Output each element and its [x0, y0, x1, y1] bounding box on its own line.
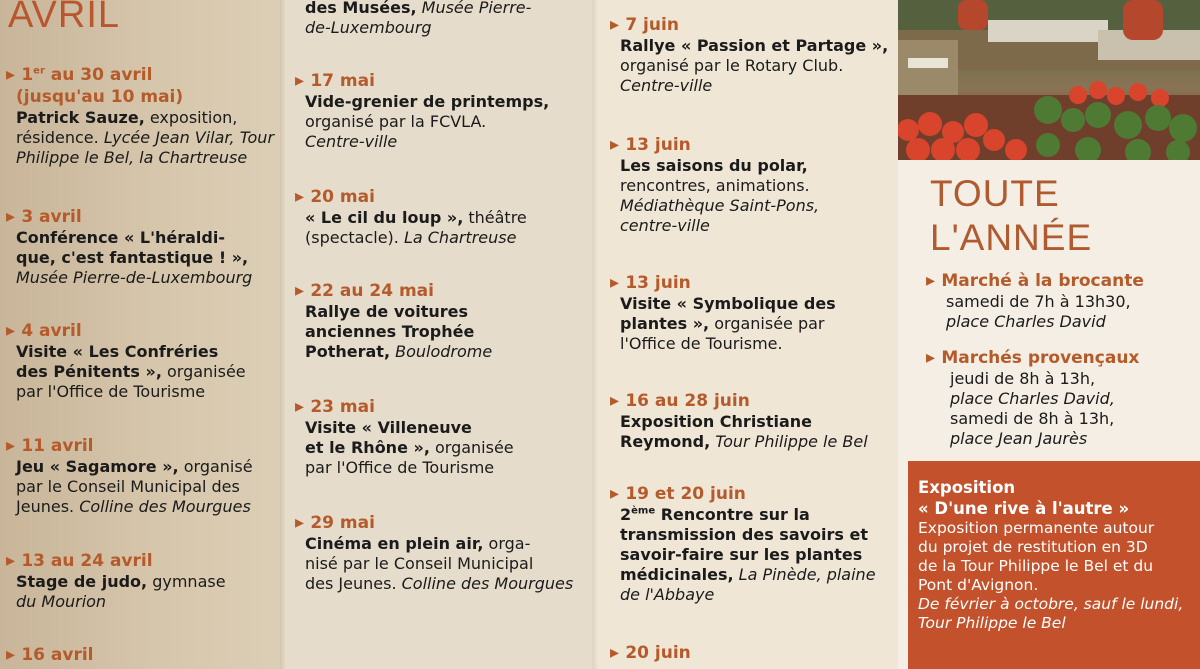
event-entry: ▸ 13 juin Les saisons du polar, rencontres, animations. Médiathèque Saint-Pons, centre-ville [610, 134, 895, 236]
event-date: ▸ 19 et 20 juin [610, 483, 895, 505]
event-date: ▸ 11 avril [6, 435, 276, 457]
event-date: ▸ 16 au 28 juin [610, 390, 895, 412]
event-entry: ▸ 11 avril Jeu « Sagamore », organisé par le Conseil Municipal des Jeunes. Colline des Mourgues [6, 435, 276, 517]
event-entry: ▸ 1er au 30 avril (jusqu'au 10 mai) Patrick Sauze, exposition, résidence. Lycée Jean Vilar, Tour Philippe le Bel, la Chartreuse [6, 64, 276, 168]
event-date: ▸ 20 mai [295, 186, 590, 208]
event-title: Patrick Sauze, [16, 108, 145, 127]
event-title: Conférence « L'héraldi- [16, 228, 225, 247]
event-date: ▸ 13 juin [610, 272, 895, 294]
event-date: ▸ 4 avril [6, 320, 276, 342]
event-entry: ▸ 29 mai Cinéma en plein air, orga- nisé par le Conseil Municipal des Jeunes. Colline des Mourgues [295, 512, 590, 594]
event-date: ▸ 17 mai [295, 70, 590, 92]
event-title: Stage de judo, [16, 572, 148, 591]
event-entry: ▸ 22 au 24 mai Rallye de voitures anciennes Trophée Potherat, Boulodrome [295, 280, 590, 362]
event-date: ▸ 1er au 30 avril [6, 64, 276, 86]
exhibition-box: Exposition « D'une rive à l'autre » Exposition permanente autour du projet de restitution en 3D de la Tour Philippe le Bel et du Pont d'Avignon. De février à octobre, sauf le lundi, Tour Philippe le Bel [908, 461, 1200, 669]
column-all-year [898, 0, 1200, 669]
event-entry: ▸ 19 et 20 juin 2ème Rencontre sur la transmission des savoirs et savoir-faire sur les plantes médicinales, La Pinède, plaine de l'Abbaye [610, 483, 895, 605]
event-entry: ▸ 3 avril Conférence « L'héraldi- que, c'est fantastique ! », Musée Pierre-de-Luxembourg [6, 206, 276, 288]
event-date: ▸ 7 juin [610, 14, 895, 36]
month-heading-april: AVRIL [8, 0, 121, 36]
column-june [598, 0, 898, 669]
market-title: ▸ Marché à la brocante [926, 270, 1196, 292]
event-title: Jeu « Sagamore », [16, 457, 179, 476]
event-entry [6, 644, 276, 666]
event-entry: ▸ 13 au 24 avril Stage de judo, gymnase du Mourion [6, 550, 276, 612]
event-title: « Le cil du loup », [305, 208, 464, 227]
exhibition-title: « D'une rive à l'autre » [918, 499, 1130, 518]
event-title: 2ème Rencontre sur la [620, 505, 810, 524]
market-entry: ▸ Marchés provençaux jeudi de 8h à 13h, place Charles David, samedi de 8h à 13h, place Jean Jaurès [926, 347, 1196, 449]
event-title: Visite « Villeneuve [305, 418, 472, 437]
event-title: Les saisons du polar, [620, 156, 808, 175]
event-title: Visite « Symbolique des [620, 294, 836, 313]
event-entry [610, 642, 895, 664]
column-april [0, 0, 285, 669]
event-date: ▸ 22 au 24 mai [295, 280, 590, 302]
event-entry: ▸ 13 juin Visite « Symbolique des plantes », organisée par l'Office de Tourisme. [610, 272, 895, 354]
event-entry: ▸ 7 juin Rallye « Passion et Partage », organisé par le Rotary Club. Centre-ville [610, 14, 895, 96]
event-date: ▸ 23 mai [295, 396, 590, 418]
event-title: Rallye « Passion et Partage », [620, 36, 889, 55]
market-title: ▸ Marchés provençaux [926, 347, 1196, 369]
event-date-note: (jusqu'au 10 mai) [16, 87, 184, 107]
event-entry: ▸ 20 mai « Le cil du loup », théâtre (spectacle). La Chartreuse [295, 186, 590, 248]
event-title: Cinéma en plein air, [305, 534, 484, 553]
event-date: ▸ 29 mai [295, 512, 590, 534]
event-entry: ▸ 23 mai Visite « Villeneuve et le Rhône », organisée par l'Office de Tourisme [295, 396, 590, 478]
event-date: ▸ 13 juin [610, 134, 895, 156]
event-title: Rallye de voitures [305, 302, 469, 321]
exhibition-label: Exposition [918, 478, 1016, 497]
event-date: ▸ 16 avril [6, 644, 276, 666]
event-entry-continued: des Musées, Musée Pierre- de-Luxembourg [305, 0, 532, 37]
event-title: Visite « Les Confréries [16, 342, 219, 361]
market-photo-illustration [898, 0, 1200, 160]
event-date: ▸ 20 juin [610, 642, 895, 664]
event-title: Vide-grenier de printemps, [305, 92, 550, 111]
column-may [285, 0, 598, 669]
event-entry: ▸ 16 au 28 juin Exposition Christiane Reymond, Tour Philippe le Bel [610, 390, 895, 452]
event-entry: ▸ 4 avril Visite « Les Confréries des Pénitents », organisée par l'Office de Tourisme [6, 320, 276, 402]
event-date: ▸ 13 au 24 avril [6, 550, 276, 572]
section-heading-all-year: TOUTE L'ANNÉE [930, 173, 1093, 258]
event-title: Exposition Christiane [620, 412, 812, 431]
event-date: ▸ 3 avril [6, 206, 276, 228]
market-photo [898, 0, 1200, 160]
event-entry: ▸ 17 mai Vide-grenier de printemps, organisé par la FCVLA. Centre-ville [295, 70, 590, 152]
market-entry: ▸ Marché à la brocante samedi de 7h à 13h30, place Charles David [926, 270, 1196, 332]
